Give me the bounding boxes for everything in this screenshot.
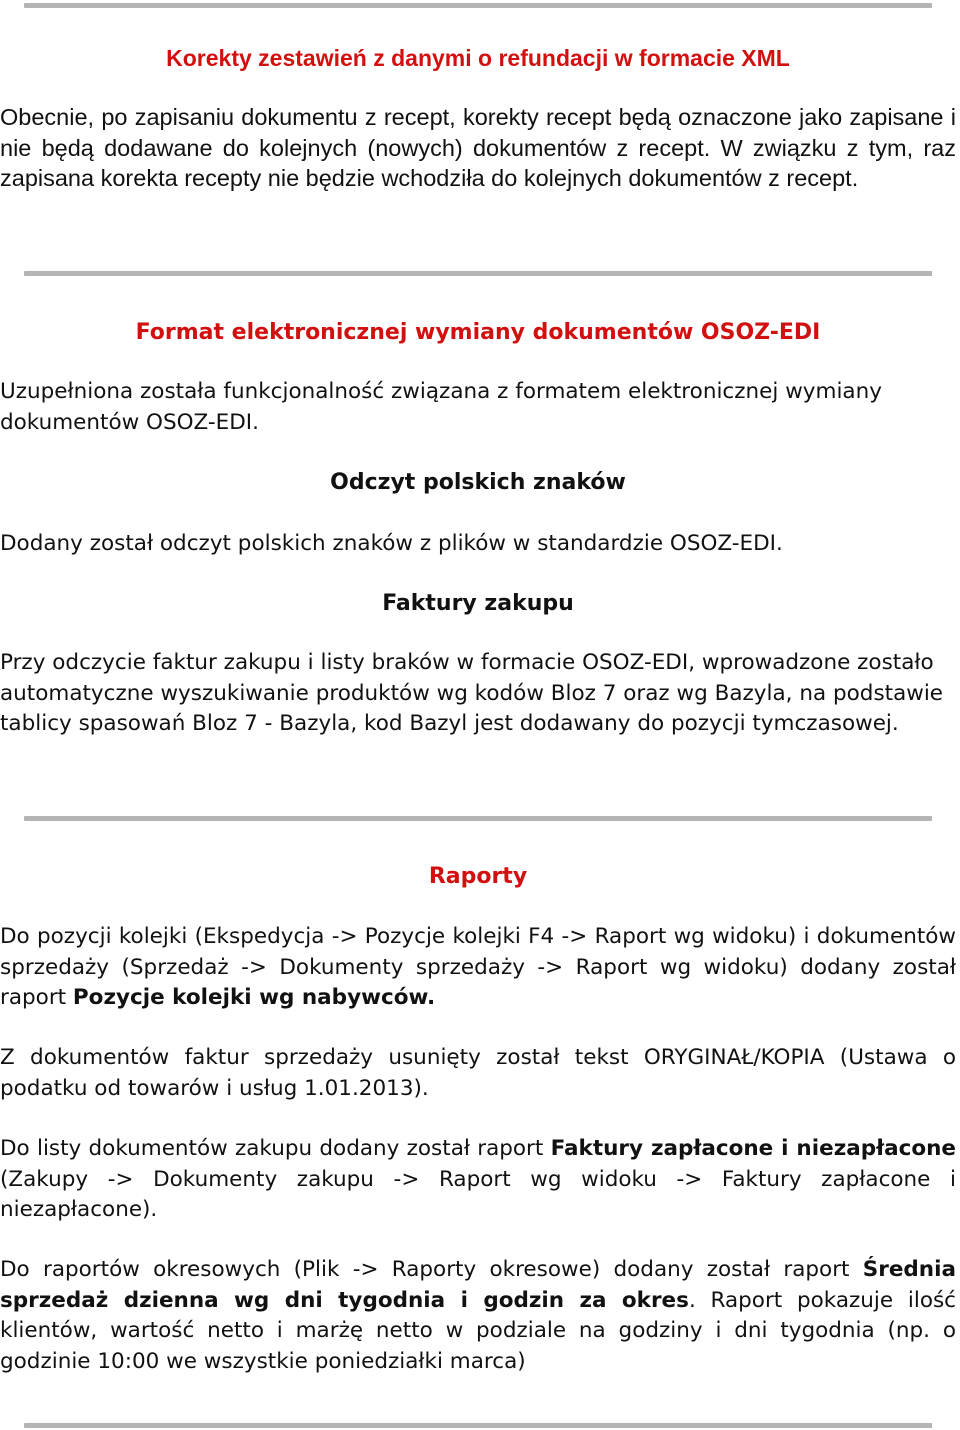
section-heading-reports: Raporty bbox=[428, 864, 528, 889]
paragraph-report-paid-invoices bbox=[0, 1134, 956, 1226]
paragraph-purchase-invoices: Przy odczycie faktur zakupu i listy braków w formacie OSOZ-EDI, wprowadzone zostało automatyczne wyszukiwanie produktów wg kodów Bloz 7 oraz wg Bazyla, na podstawie tablicy spasowań Bloz 7 - Bazyla, kod Bazyl jest dodawany do pozycji tymczasowej. bbox=[0, 650, 944, 736]
paragraph-original-copy-removed: Z dokumentów faktur sprzedaży usunięty został tekst ORYGINAŁ/KOPIA (Ustawa o podatku od towarów i usług 1.01.2013). bbox=[0, 1045, 956, 1101]
report-name-average-daily-sales: Średnia sprzedaż dzienna wg dni tygodnia i godzin za okres bbox=[0, 1257, 956, 1313]
section-divider-2 bbox=[24, 816, 932, 821]
paragraph-xml-corrections: Obecnie, po zapisaniu dokumentu z recept, korekty recept będą oznaczone jako zapisane i nie będą dodawane do kolejnych (nowych) dokumentów z recept. W związku z tym, raz zapisana korekta recepty nie będzie wchodziła do kolejnych dokumentów z recept. bbox=[0, 104, 956, 191]
subheading-purchase-invoices: Faktury zakupu bbox=[382, 591, 574, 616]
paragraph-report-average-sales bbox=[0, 1255, 956, 1377]
paragraph-polish-chars: Dodany został odczyt polskich znaków z plików w standardzie OSOZ-EDI. bbox=[0, 531, 783, 556]
paragraph-report-average-sales-text-before: Do raportów okresowych (Plik -> Raporty okresowe) dodany został raport bbox=[0, 1257, 863, 1282]
paragraph-osoz-edi: Uzupełniona została funkcjonalność związana z formatem elektronicznej wymiany dokumentów OSOZ-EDI. bbox=[0, 379, 882, 435]
paragraph-report-paid-invoices-text-after: (Zakupy -> Dokumenty zakupu -> Raport wg widoku -> Faktury zapłacone i niezapłacone). bbox=[0, 1166, 956, 1222]
section-heading-osoz-edi: Format elektronicznej wymiany dokumentów OSOZ-EDI bbox=[135, 320, 821, 345]
report-name-queue-by-buyer: Pozycje kolejki wg nabywców. bbox=[72, 985, 436, 1010]
paragraph-report-queue-text: Do pozycji kolejki (Ekspedycja -> Pozycje kolejki F4 -> Raport wg widoku) i dokumentów sprzedaży (Sprzedaż -> Dokumenty sprzedaży -> Raport wg widoku) dodany został raport bbox=[0, 924, 956, 1010]
section-divider-1 bbox=[24, 271, 932, 276]
top-divider bbox=[24, 3, 932, 8]
report-name-paid-unpaid-invoices: Faktury zapłacone i niezapłacone bbox=[550, 1136, 956, 1161]
paragraph-report-queue bbox=[0, 922, 956, 1014]
paragraph-report-average-sales-text-after: . Raport pokazuje ilość klientów, wartość netto i marżę netto w podziale na godziny i dni tygodnia (np. o godzinie 10:00 we wszystkie poniedziałki marca) bbox=[0, 1287, 956, 1374]
bottom-divider bbox=[24, 1423, 932, 1428]
paragraph-report-paid-invoices-text-before: Do listy dokumentów zakupu dodany został raport bbox=[0, 1136, 551, 1161]
subheading-polish-chars: Odczyt polskich znaków bbox=[330, 470, 626, 495]
section-heading-xml-corrections: Korekty zestawień z danymi o refundacji w formacie XML bbox=[166, 45, 790, 71]
